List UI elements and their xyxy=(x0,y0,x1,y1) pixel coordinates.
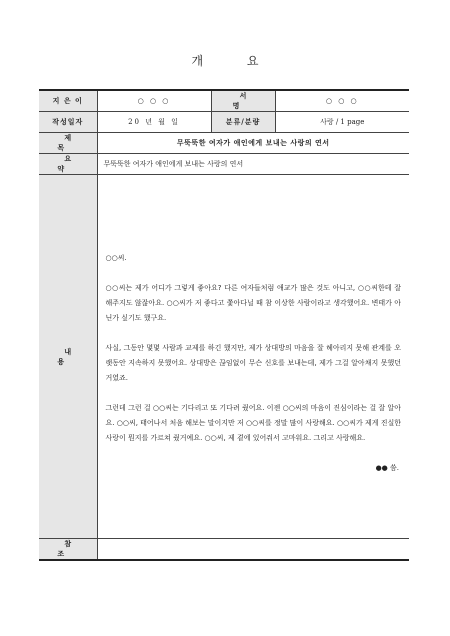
subject-row xyxy=(39,133,409,154)
content-label: 내 용 xyxy=(39,175,97,539)
reference-value xyxy=(97,539,409,561)
letter-paragraph: ○○씨는 제가 어디가 그렇게 좋아요? 다른 여자들처럼 애교가 많은 것도 아니고, ○○씨한테 잘 해주지도 않잖아요. ○○씨가 저 좋다고 쫓아다닐 때 참 이상한 사람이라고 생각했어요. 변태가 아닌가 싶기도 했구요. xyxy=(105,284,401,322)
reference-label: 참 조 xyxy=(39,539,97,561)
subject-value: 무뚝뚝한 여자가 애인에게 보내는 사랑의 연서 xyxy=(97,133,409,154)
reference-row xyxy=(39,539,409,561)
name-label: 서 명 xyxy=(211,90,275,112)
name-value: ○ ○ ○ xyxy=(275,90,409,112)
summary-form xyxy=(39,89,409,561)
letter-signature: ●● 씀. xyxy=(375,464,399,472)
summary-value: 무뚝뚝한 여자가 애인에게 보내는 사랑의 연서 xyxy=(97,154,409,175)
letter-greeting: ○○씨. xyxy=(105,254,127,262)
summary-row xyxy=(39,154,409,175)
content-row xyxy=(39,175,409,539)
letter-paragraph: 그런데 그런 걸 ○○씨는 기다리고 또 기다려 줬어요. 이젠 ○○씨의 마음이 진심이라는 걸 잘 알아요. ○○씨, 태어나서 처음 해보는 말이지만 저 ○○씨를 정말 많이 사랑해요. ○○씨가 제게 진실한 사랑이 뭔지를 가르쳐 줬거예요. ○○씨, 제 곁에 있어줘서 고마워요. 그리고 사랑해요. xyxy=(105,404,401,442)
author-value: ○ ○ ○ xyxy=(97,90,211,112)
date-row xyxy=(39,112,409,133)
letter-paragraph: 사실, 그동안 몇몇 사람과 교제를 하긴 했지만, 제가 상대방의 마음을 잘 헤아리지 못해 관계를 오랫동안 지속하지 못했어요. 상대방은 끊임없이 무슨 신호를 보내는데, 제가 그걸 알아채지 못했던 거였죠. xyxy=(105,344,401,382)
document-title: 개 요 xyxy=(191,54,279,68)
letter-body xyxy=(98,175,410,476)
category-label: 분류/분량 xyxy=(211,112,275,133)
subject-label: 제 목 xyxy=(39,133,97,154)
author-row xyxy=(39,90,409,112)
content-cell xyxy=(97,175,409,539)
date-value: 20 년 월 일 xyxy=(97,112,211,133)
author-label: 지 은 이 xyxy=(39,90,97,112)
summary-label: 요 약 xyxy=(39,154,97,175)
category-value: 사랑 / 1 page xyxy=(275,112,409,133)
date-label: 작성일자 xyxy=(39,112,97,133)
